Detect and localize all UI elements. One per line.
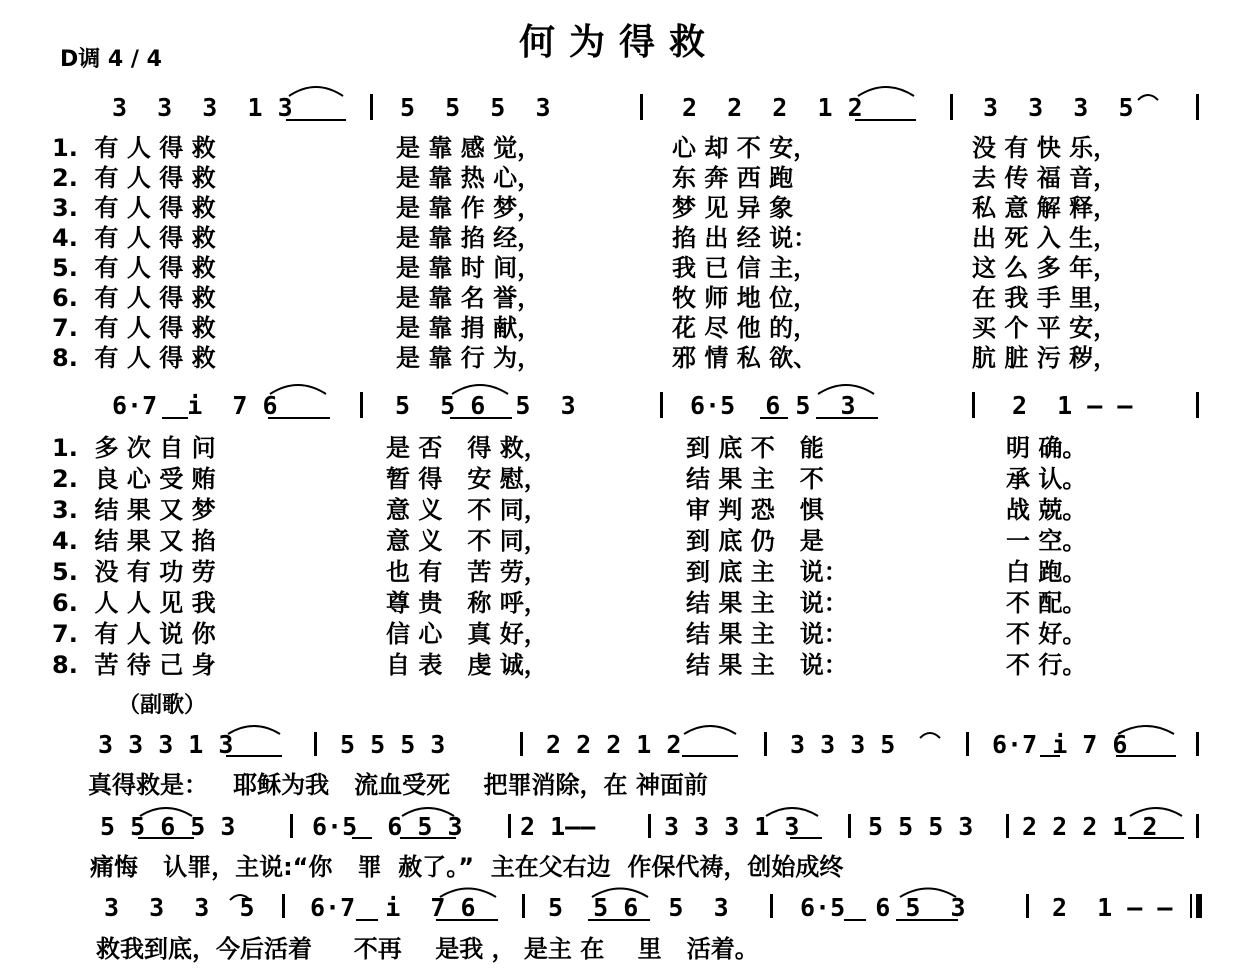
lyric-segment: 到 底 仍 是 xyxy=(686,527,824,555)
lyric-segment: 一 空。 xyxy=(1006,527,1087,555)
lyric-segment: 8. 苦 待 己 身 xyxy=(52,651,216,679)
measure: 6·5 6 5 3 xyxy=(312,812,463,841)
chorus-lyric: 救我到底，今后活着 不再 是我 ， 是主 在 里 活着。 xyxy=(96,935,759,963)
lyric-segment: 5. 没 有 功 劳 xyxy=(52,558,216,586)
lyric-segment: 6. 人 人 见 我 xyxy=(52,589,216,617)
lyric-segment: 意 义 不 同， xyxy=(386,496,548,524)
lyric-segment: 尊 贵 称 呼， xyxy=(386,589,548,617)
bar-line xyxy=(1006,814,1009,838)
bar-line xyxy=(660,392,663,418)
lyric-segment: 是 靠 捐 献， xyxy=(396,314,542,342)
measure: 6·7 i 7 6 xyxy=(992,730,1128,759)
slur xyxy=(289,87,343,96)
measure: 6·7 i 7 6 xyxy=(310,893,476,922)
lyric-segment: 是 靠 掐 经， xyxy=(396,224,542,252)
measure: 5 5 5 3 xyxy=(868,812,974,841)
measure: 2 1—— xyxy=(520,812,596,841)
measure: 5 5 5 3 xyxy=(340,730,446,759)
lyric-segment: 8. 有 人 得 救 xyxy=(52,344,216,372)
lyric-segment: 7. 有 人 说 你 xyxy=(52,620,216,648)
bar-line xyxy=(950,94,953,120)
lyric-segment: 明 确。 xyxy=(1006,434,1087,462)
bar-line xyxy=(370,94,373,120)
lyric-segment: 1. 有 人 得 救 xyxy=(52,134,216,162)
lyric-segment: 肮 脏 污 秽， xyxy=(972,344,1118,372)
lyric-segment: 1. 多 次 自 问 xyxy=(52,434,216,462)
bar-line xyxy=(1196,94,1199,120)
measure: 5 5 6 5 3 xyxy=(100,812,236,841)
measure: 3 3 3 5 xyxy=(104,893,255,922)
measure: 5 5 5 3 xyxy=(400,93,551,122)
bar-line xyxy=(360,392,363,418)
lyric-segment: 意 义 不 同， xyxy=(386,527,548,555)
lyric-segment: 是 靠 名 誉， xyxy=(396,284,542,312)
lyric-segment: 结 果 主 说： xyxy=(686,589,848,617)
lyric-segment: 审 判 恐 惧 xyxy=(686,496,824,524)
lyric-segment: 到 底 主 说： xyxy=(686,558,848,586)
lyric-segment: 7. 有 人 得 救 xyxy=(52,314,216,342)
measure: 5 5 6 5 3 xyxy=(395,391,576,420)
bar-line xyxy=(770,894,773,918)
bar-line xyxy=(640,94,643,120)
bar-line xyxy=(314,732,317,756)
page-title: 何为得救 xyxy=(518,22,719,63)
measure: 2 2 2 1 2 xyxy=(1022,812,1158,841)
lyric-segment: 在 我 手 里， xyxy=(972,284,1118,312)
lyric-segment: 出 死 入 生， xyxy=(972,224,1118,252)
measure: 2 1 — — xyxy=(1012,391,1133,420)
lyric-segment: 是 靠 热 心， xyxy=(396,164,542,192)
lyric-segment: 花 尽 他 的， xyxy=(672,314,818,342)
lyric-segment: 3. 结 果 又 梦 xyxy=(52,496,216,524)
lyric-segment: 6. 有 人 得 救 xyxy=(52,284,216,312)
measure: 3 3 3 5 xyxy=(983,93,1134,122)
lyric-segment: 承 认。 xyxy=(1006,465,1087,493)
lyric-segment: 这 么 多 年， xyxy=(972,254,1118,282)
bar-line xyxy=(290,814,293,838)
measure: 5 5 6 5 3 xyxy=(548,893,729,922)
lyric-segment: 4. 结 果 又 掐 xyxy=(52,527,216,555)
lyric-segment: 去 传 福 音， xyxy=(972,164,1118,192)
bar-line xyxy=(522,894,525,918)
lyric-segment: 2. 有 人 得 救 xyxy=(52,164,216,192)
lyric-segment: 不 配。 xyxy=(1006,589,1087,617)
bar-line xyxy=(966,732,969,756)
chorus-lyric: 痛悔 认罪，主说:“你 罪 赦了。” 主在父右边 作保代祷，创始成终 xyxy=(90,853,844,881)
slur xyxy=(270,385,326,394)
chorus-lyric: 真得救是： 耶稣为我 流血受死 把罪消除，在 神面前 xyxy=(88,771,708,799)
slur xyxy=(684,726,736,734)
bar-line xyxy=(1026,894,1029,918)
lyric-segment: 东 奔 西 跑 xyxy=(672,164,794,192)
lyric-segment: 没 有 快 乐， xyxy=(972,134,1118,162)
key-signature: D调 4 / 4 xyxy=(60,47,162,72)
lyric-segment: 3. 有 人 得 救 xyxy=(52,194,216,222)
fermata xyxy=(1138,95,1158,100)
fermata xyxy=(920,733,940,738)
bar-line xyxy=(508,814,511,838)
lyric-segment: 心 却 不 安， xyxy=(672,134,818,162)
lyric-segment: 4. 有 人 得 救 xyxy=(52,224,216,252)
bar-line xyxy=(648,814,651,838)
measure: 6·7 i 7 6 xyxy=(112,391,278,420)
lyric-segment: 买 个 平 安， xyxy=(972,314,1118,342)
lyric-segment: 信 心 真 好， xyxy=(386,620,548,648)
lyric-segment: 是 靠 行 为， xyxy=(396,344,542,372)
measure: 2 2 2 1 2 xyxy=(682,93,863,122)
bar-line xyxy=(848,814,851,838)
lyric-segment: 结 果 主 说： xyxy=(686,651,848,679)
lyric-segment: 战 兢。 xyxy=(1006,496,1087,524)
bar-line xyxy=(282,894,285,918)
lyric-segment: 5. 有 人 得 救 xyxy=(52,254,216,282)
bar-line xyxy=(1196,392,1199,418)
chorus-label: （副歌） xyxy=(118,693,207,718)
bar-line xyxy=(764,732,767,756)
measure: 3 3 3 1 3 xyxy=(664,812,800,841)
lyric-segment: 掐 出 经 说： xyxy=(672,224,818,252)
lyric-segment: 2. 良 心 受 贿 xyxy=(52,465,216,493)
lyric-segment: 暂 得 安 慰， xyxy=(386,465,548,493)
lyric-segment: 结 果 主 说： xyxy=(686,620,848,648)
lyric-segment: 自 表 虔 诚， xyxy=(386,651,548,679)
lyric-segment: 是 靠 作 梦， xyxy=(396,194,542,222)
bar-line xyxy=(520,732,523,756)
lyric-segment: 结 果 主 不 xyxy=(686,465,824,493)
measure: 3 3 3 5 xyxy=(790,730,896,759)
bar-line xyxy=(1196,814,1199,838)
lyric-segment: 梦 见 异 象 xyxy=(672,194,794,222)
measure: 2 1 — — xyxy=(1052,893,1173,922)
lyric-segment: 是 靠 感 觉， xyxy=(396,134,542,162)
lyric-segment: 私 意 解 释， xyxy=(972,194,1118,222)
lyric-segment: 不 行。 xyxy=(1006,651,1087,679)
bar-line xyxy=(1196,732,1199,756)
lyric-segment: 也 有 苦 劳， xyxy=(386,558,548,586)
final-bar-thin xyxy=(1190,894,1192,918)
lyric-segment: 到 底 不 能 xyxy=(686,434,824,462)
slur xyxy=(228,726,280,734)
measure: 3 3 3 1 3 xyxy=(112,93,293,122)
slur xyxy=(858,87,914,96)
lyric-segment: 是 否 得 救， xyxy=(386,434,548,462)
lyric-segment: 邪 情 私 欲、 xyxy=(672,344,818,372)
lyric-segment: 白 跑。 xyxy=(1006,558,1087,586)
bar-line xyxy=(972,392,975,418)
lyric-segment: 我 已 信 主， xyxy=(672,254,818,282)
measure: 2 2 2 1 2 xyxy=(546,730,682,759)
lyric-segment: 牧 师 地 位， xyxy=(672,284,818,312)
measure: 6·5 6 5 3 xyxy=(800,893,966,922)
lyric-segment: 是 靠 时 间， xyxy=(396,254,542,282)
measure: 6·5 6 5 3 xyxy=(690,391,856,420)
final-bar-thick xyxy=(1196,894,1202,918)
measure: 3 3 3 1 3 xyxy=(98,730,234,759)
lyric-segment: 不 好。 xyxy=(1006,620,1087,648)
